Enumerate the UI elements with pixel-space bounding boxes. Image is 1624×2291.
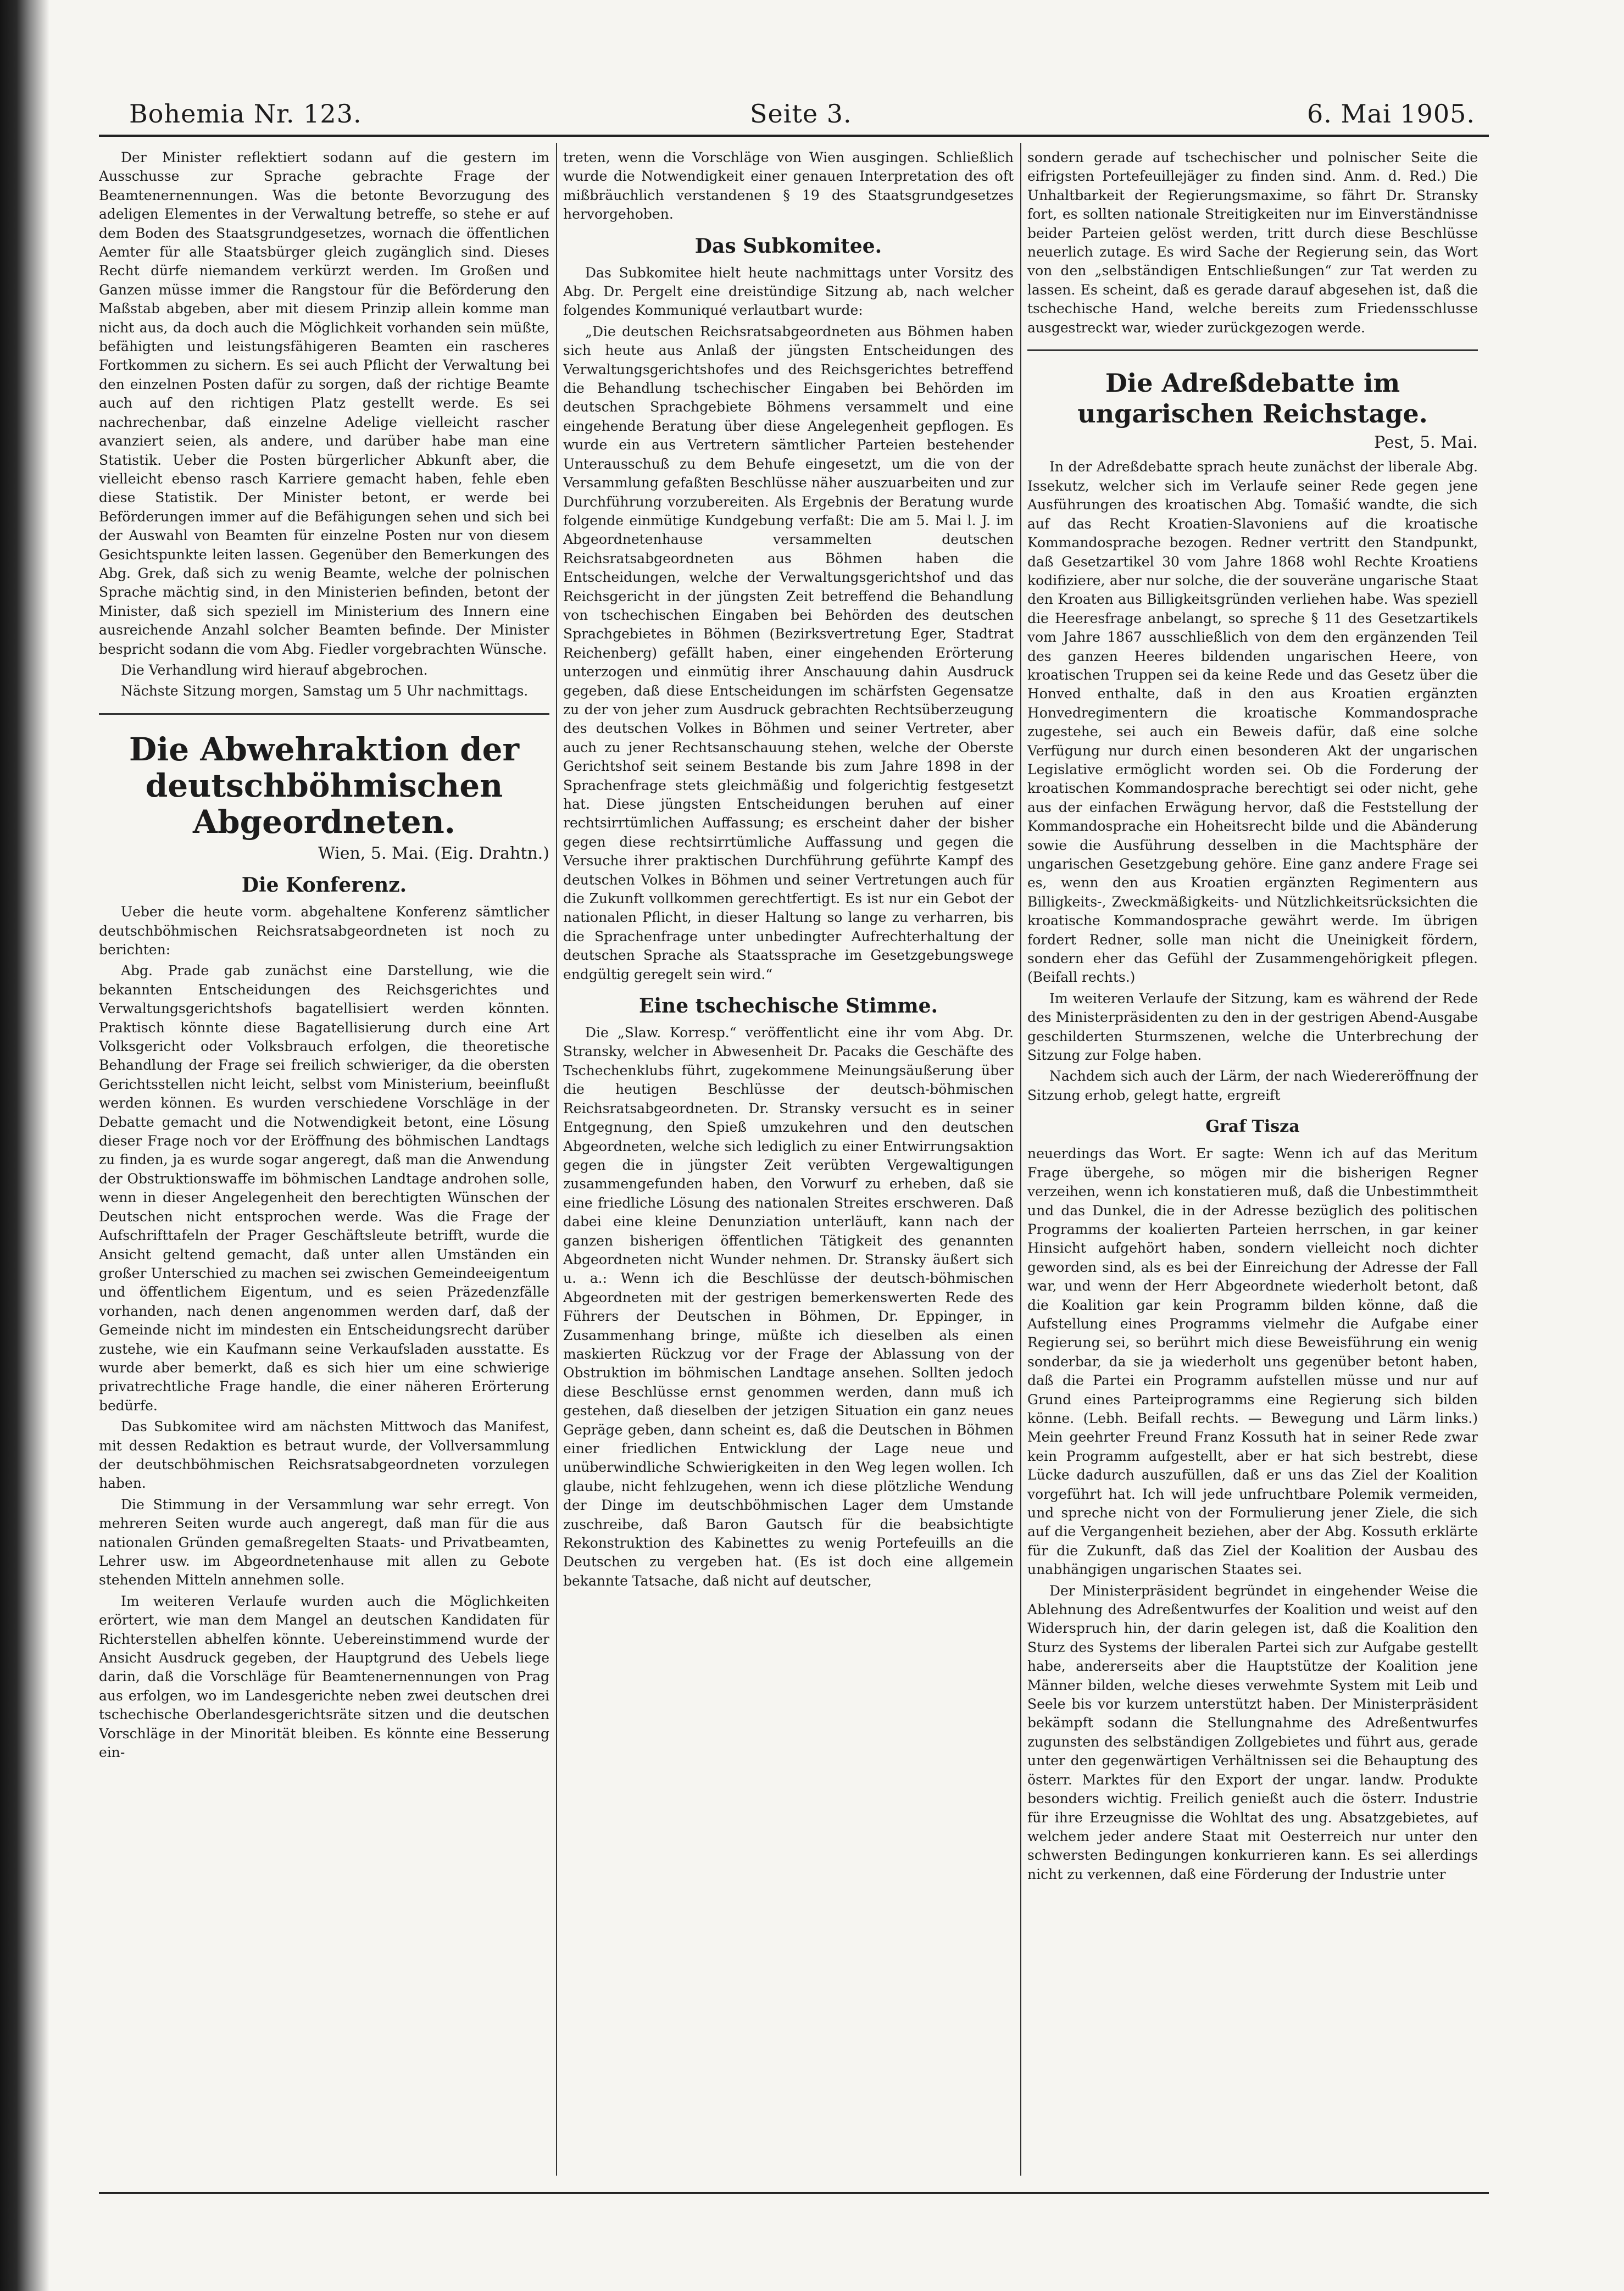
page-number: Seite 3. [750, 99, 852, 129]
column-divider [556, 143, 557, 2176]
paragraph: sondern gerade auf tschechischer und polnischer Seite die eifrigsten Portefeuillejäger zu finden sind. Anm. d. Red.) Die Unhaltbarkeit der Regierungsmaxime, so fährt Dr. Stransky fort, es sollten nationale Streitigkeiten nur im Einverständnisse beider Parteien gelöst werden, tritt durch diese Beschlüsse neuerlich zutage. Es wird Sache der Regierung sein, das Wort von den „selbständigen Entschließungen“ zur Tat werden zu lassen. Es scheint, daß es gerade darauf abgesehen ist, daß die tschechische Hand, welche bereits zum Friedensschlusse ausgestreckt war, wieder zurückgezogen werde. [1027, 149, 1478, 336]
paragraph: Das Subkomitee hielt heute nachmittags unter Vorsitz des Abg. Dr. Pergelt eine dreistündige Sitzung ab, nach welcher folgendes Kommuniqué verlautbart wurde: [563, 264, 1014, 319]
column-1 [99, 148, 549, 2192]
paragraph: Die „Slaw. Korresp.“ veröffentlicht eine ihr vom Abg. Dr. Stransky, welcher in Abwesenheit Dr. Pacaks die Geschäfte des Tschechenklubs führt, zugekommene Meinungsäußerung über die heutigen Beschlüsse der deutsch-böhmischen Reichsratsabgeordneten. Dr. Stransky versucht es in seiner Entgegnung, den Spieß umzukehren und den deutschen Abgeordneten, welche sich lediglich zu einer Entwirrungsaktion gegen die in jüngster Zeit verübten Vergewaltigungen zusammengefunden haben, den Vorwurf zu erheben, daß sie eine friedliche Lösung des nationalen Streites erschweren. Daß dabei eine kleine Denunziation unterläuft, kann nach der ganzen bisherigen öffentlichen Tätigkeit des genannten Abgeordneten nicht Wunder nehmen. Dr. Stransky äußert sich u. a.: Wenn ich die Beschlüsse der deutsch-böhmischen Abgeordneten mit der gestrigen bemerkenswerten Rede des Führers der Deutschen in Böhmen, Dr. Eppinger, in Zusammenhang bringe, müßte ich dieselben als einen maskierten Rückzug vor der Frage der Ablassung von der Obstruktion im böhmischen Landtage ansehen. Sollten jedoch diese Beschlüsse ernst genommen werden, dann muß ich gestehen, daß dieselben der jetzigen Situation ein ganz neues Gepräge geben, dann scheint es, daß die Deutschen in Böhmen einer friedlichen Entwicklung der Lage neue und unüberwindliche Schwierigkeiten in den Weg legen wollen. Ich glaube, nicht fehlzugehen, wenn ich diese plötzliche Wendung der Dinge im deutschböhmischen Lager dem Umstande zuschreibe, daß Baron Gautsch für die beabsichtigte Rekonstruktion des Kabinettes zu wenig Portefeuills an die Deutschen zu vergeben hat. (Es ist doch eine allgemein bekannte Tatsache, daß nicht auf deutscher, [563, 1025, 1014, 1589]
section-rule [99, 713, 549, 715]
masthead-issue: Bohemia Nr. 123. [129, 99, 362, 129]
paragraph: Im weiteren Verlaufe wurden auch die Möglichkeiten erörtert, wie man dem Mangel an deutschen Kandidaten für Richterstellen abhelfen könnte. Uebereinstimmend wurde der Ansicht Ausdruck gegeben, der Hauptgrund des Uebels liege darin, daß die Vorschläge für Beamtenernennungen von Prag aus erfolgen, wo im Landesgerichte neben zwei deutschen drei tschechische Oberlandesgerichtsräte sitzen und die deutschen Vorschläge in der Minorität bleiben. Es könnte eine Besserung ein- [99, 1593, 549, 1761]
paragraph: In der Adreßdebatte sprach heute zunächst der liberale Abg. Issekutz, welcher sich im Verlaufe seiner Rede gegen jene Ausführungen des kroatischen Abg. Tomašić wandte, die sich auf das Recht Kroatien-Slavoniens auf die kroatische Kommandosprache bezogen. Redner vertritt den Standpunkt, daß Gesetzartikel 30 vom Jahre 1868 wohl Rechte Kroatiens kodifiziere, aber nur solche, die der souveräne ungarische Staat den Kroaten aus Billigkeitsgründen verliehen habe. Was speziell die Heeresfrage anbelangt, so spreche § 11 des Gesetzartikels vom Jahre 1867 ausschließlich von dem den ergänzenden Teil des ganzen Heeres bildenden ungarischen Heere, von kroatischen Truppen sei da keine Rede und das Gesetz über die Honved enthalte, daß in den aus Kroatien ergänzten Honvedregimentern die kroatische Kommandosprache zugestehe, sei auch ein Beweis dafür, daß eine solche Verfügung nur durch einen besonderen Akt der ungarischen Legislative ermöglicht worden sei. Ob die Forderung der kroatischen Kommandosprache berechtigt sei oder nicht, gehe aus der einfachen Erwägung hervor, daß die Feststellung der Kommandosprache ein Hoheitsrecht bilde und die Abänderung sowie die Ausführung desselben in die Machtsphäre der ungarischen Gesetzgebung gehöre. Eine ganz andere Frage sei es, wenn den aus Kroatien ergänzten Regimentern aus Billigkeits-, Zweckmäßigkeits- und Nützlichkeitsrücksichten die kroatische Kommandosprache gewährt werde. Im übrigen fordert Redner, solle man nicht die Uneinigkeit fördern, sondern eher das Gefühl der Zusammengehörigkeit pflegen. (Beifall rechts.) [1027, 459, 1478, 986]
section-rule [1027, 349, 1478, 351]
dateline: Pest, 5. Mai. [1373, 433, 1478, 453]
paragraph: Der Minister reflektiert sodann auf die gestern im Ausschusse zur Sprache gebrachte Frage der Beamtenernennungen. Was die betonte Bevorzugung des adeligen Elementes in der Verwaltung betreffe, so stehe er auf dem Boden des Staatsgrundgesetzes, wornach die öffentlichen Aemter für alle Staatsbürger gleich zugänglich sind. Dieses Recht dürfe niemandem verkürzt werden. Im Großen und Ganzen müsse immer die Rangstour für die Beförderung den Maßstab abgeben, aber mit diesem Prinzip allein komme man nicht aus, da doch auch die Möglichkeit vorhanden sein müßte, befähigten und leistungsfähigeren Beamten ein rascheres Fortkommen zu sichern. Es sei auch Pflicht der Verwaltung bei den einzelnen Posten dafür zu sorgen, daß der richtige Beamte auch auf den richtigen Platz gestellt werde. Es sei nachrechenbar, daß einzelne Adelige vielleicht rascher avanziert seien, als andere, und darüber habe man eine Statistik. Ueber die Posten bürgerlicher Abkunft aber, die vielleicht ebenso rasch Karriere gemacht haben, fehle eben diese Statistik. Der Minister betont, er werde bei Beförderungen immer auf die Befähigungen sehen und sich bei der Auswahl von Beamten für einzelne Posten nur von diesem Gesichtspunkte leiten lassen. Gegenüber den Bemerkungen des Abg. Grek, daß sich zu wenig Beamte, welche der polnischen Sprache mächtig sind, in den Ministerien befinden, betont der Minister, daß sich speziell im Ministerium des Innern eine ausreichende Anzahl solcher Beamten befinde. Der Minister bespricht sodann die vom Abg. Fiedler vorgebrachten Wünsche. [99, 149, 549, 657]
footer-rule [99, 2192, 1489, 2194]
paragraph: Ueber die heute vorm. abgehaltene Konferenz sämtlicher deutschböhmischen Reichsratsabgeordneten ist noch zu berichten: [99, 904, 549, 958]
paragraph: „Die deutschen Reichsratsabgeordneten aus Böhmen haben sich heute aus Anlaß der jüngsten Entscheidungen des Verwaltungsgerichtshofes und des Reichsgerichtes betreffend die Behandlung tschechischer Eingaben bei Behörden im deutschen Sprachgebiete Böhmens versammelt und eine eingehende Beratung über diese Angelegenheit gepflogen. Es wurde ein aus Vertretern sämtlicher Parteien bestehender Unterausschuß zu dem Behufe eingesetzt, um die von der Versammlung gefaßten Beschlüsse näher auszuarbeiten und zur Durchführung vorzubereiten. Als Ergebnis der Beratung wurde folgende einmütige Kundgebung verfaßt: Die am 5. Mai l. J. im Abgeordnetenhause versammelten deutschen Reichsratsabgeordneten aus Böhmen haben die Entscheidungen, welche der Verwaltungsgerichtshof und das Reichsgericht in der jüngsten Zeit betreffend die Behandlung von tschechischen Eingaben bei Behörden des deutschen Sprachgebietes in Böhmen (Bezirksvertretung Eger, Stadtrat Reichenberg) gefällt haben, einer eingehenden Erörterung unterzogen und einmütig ihrer Anschauung dahin Ausdruck gegeben, daß diese Entscheidungen im schärfsten Gegensatze zu der von jeher zum Ausdruck gebrachten Rechtsüberzeugung des deutschen Volkes in Böhmen und seiner Vertreter, aber auch zu jener Rechtsanschauung stehen, welche der Oberste Gerichtshof seit seinem Bestande bis zum Jahre 1898 in der Sprachenfrage stets gleichmäßig und folgerichtig festgesetzt hat. Diese jüngsten Entscheidungen beruhen auf einer rechtsirrtümlichen Auffassung; es erscheint daher der bisher gegen diese rechtsirrtümliche Auffassung und gegen die Versuche ihrer praktischen Durchführung geführte Kampf des deutschen Volkes in Böhmen und seiner Vertretungen auch für die Zukunft vollkommen gerechtfertigt. Es ist nur ein Gebot der nationalen Pflicht, in dieser Haltung so lange zu verharren, bis die Sprachenfrage unter unbedingter Aufrechterhaltung der deutschen Sprache als Staatssprache im Gesetzgebungswege endgültig geregelt sein wird.“ [563, 323, 1014, 982]
scan-border [0, 0, 49, 2291]
column-2 [563, 148, 1014, 2192]
subheading: Das Subkomitee. [694, 234, 882, 258]
subheading: Eine tschechische Stimme. [638, 994, 938, 1018]
dateline: Wien, 5. Mai. (Eig. Drahtn.) [318, 843, 549, 863]
header-rule [99, 135, 1489, 137]
article-headline: Die Adreßdebatte im ungarischen Reichstage. [1077, 368, 1428, 429]
column-3 [1027, 148, 1478, 2192]
paragraph: Die Stimmung in der Versammlung war sehr erregt. Von mehreren Seiten wurde auch angeregt, daß man für die aus nationalen Gründen gemaßregelten Staats- und Privatbeamten, Lehrer usw. im Abgeordnetenhause mit allen zu Gebote stehenden Mitteln annehmen solle. [99, 1496, 549, 1588]
paragraph: Der Ministerpräsident begründet in eingehender Weise die Ablehnung des Adreßentwurfes der Koalition und weist auf den Widerspruch hin, der darin gelegen ist, daß die Koalition den Sturz des Systems der liberalen Partei sich zur Aufgabe gestellt habe, andererseits aber die Hauptstütze der Koalition jene Männer bilden, welche dieses verwehmte System mit Leib und Seele bis vor kurzem unterstützt haben. Der Ministerpräsident bekämpft sodann die Stellungnahme des Adreßentwurfes zugunsten des selbständigen Zollgebietes und führt aus, gerade unter den gegenwärtigen Verhältnissen sei die Behauptung des österr. Marktes für den Export der ungar. landw. Produkte besonders wichtig. Freilich genießt auch die österr. Industrie für ihre Erzeugnisse die Wohltat des ung. Absatzgebietes, auf welchem jeder andere Staat mit Oesterreich nur unter den schwersten Bedingungen konkurrieren kann. Es sei allerdings nicht zu verkennen, daß eine Förderung der Industrie unter [1027, 1582, 1478, 1882]
paragraph: Im weiteren Verlaufe der Sitzung, kam es während der Rede des Ministerpräsidenten zu den in der gestrigen Abend-Ausgabe geschilderten Sturmszenen, welche die Unterbrechung der Sitzung zur Folge haben. [1027, 990, 1478, 1064]
paragraph: neuerdings das Wort. Er sagte: Wenn ich auf das Meritum Frage übergehe, so mögen mir die bisherigen Regner verzeihen, wenn ich konstatieren muß, daß die Unbestimmtheit und das Dunkel, die in der Adresse bezüglich des politischen Programms der koalierten Parteien herrschen, in gar keiner Hinsicht aufgehört haben, sondern vielleicht noch dichter geworden sind, als es bei der Einreichung der Adresse der Fall war, und wenn der Herr Abgeordnete wiederholt betont, daß die Koalition gar kein Programm bilden könne, daß die Aufstellung eines Programms vielmehr die Aufgabe einer Regierung sei, so berührt mich diese Beweisführung ein wenig sonderbar, da sie ja wiederholt uns gegenüber betont haben, daß die Partei ein Programm aufstellen müsse und nur auf Grund eines Parteiprogramms eine Regierung sich bilden könne. (Lebh. Beifall rechts. — Bewegung und Lärm links.) Mein geehrter Freund Franz Kossuth hat in seiner Rede zwar kein Programm aufgestellt, aber er hat sich bestrebt, diese Lücke dadurch auszufüllen, daß er uns das Ziel der Koalition vorgeführt hat. Ich will jede unfruchtbare Polemik vermeiden, und spreche nicht von der Formulierung jener Ziele, die sich auf die Vergangenheit beziehen, aber der Abg. Kossuth erklärte für die Zukunft, daß das Ziel der Koalition der Ausbau des unabhängigen ungarischen Staates sei. [1027, 1146, 1478, 1578]
column-divider [1020, 143, 1021, 2176]
subheading: Die Konferenz. [241, 874, 407, 897]
issue-date: 6. Mai 1905. [1306, 99, 1475, 129]
article-headline: Die Abwehraktion der deutschböhmischen Abgeordneten. [129, 730, 520, 841]
paragraph: Nächste Sitzung morgen, Samstag um 5 Uhr nachmittags. [121, 683, 529, 699]
paragraph: Die Verhandlung wird hierauf abgebrochen. [121, 661, 428, 678]
subheading: Graf Tisza [1205, 1117, 1300, 1137]
paragraph: treten, wenn die Vorschläge von Wien ausgingen. Schließlich wurde die Notwendigkeit einer genauen Interpretation des oft mißbräuchlich verstandenen § 19 des Staatsgrundgesetzes hervorgehoben. [563, 149, 1014, 223]
paragraph: Nachdem sich auch der Lärm, der nach Wiedereröffnung der Sitzung erhob, gelegt hatte, ergreift [1027, 1068, 1478, 1103]
paragraph: Das Subkomitee wird am nächsten Mittwoch das Manifest, mit dessen Redaktion es betraut wurde, der Vollversammlung der deutschböhmischen Reichsratsabgeordneten vorzulegen haben. [99, 1419, 549, 1492]
paragraph: Abg. Prade gab zunächst eine Darstellung, wie die bekannten Entscheidungen des Reichsgerichtes und Verwaltungsgerichtshofs bagatellisiert werden könnten. Praktisch könnte diese Bagatellisierung durch eine Art Volksgericht oder Volksbrauch erfolgen, die theoretische Behandlung der Frage sei freilich schwieriger, da die obersten Gerichtsstellen nicht leicht, selbst vom Ministerium, beeinflußt werden können. Es wurden verschiedene Vorschläge in der Debatte gemacht und die Notwendigkeit betont, eine Lösung dieser Frage noch vor der Eröffnung des böhmischen Landtags zu finden, ja es wurde sogar angeregt, daß man die Anwendung der Obstruktionswaffe im böhmischen Landtage androhen solle, wenn in dieser Angelegenheit den berechtigten Wünschen der Deutschen nicht entsprochen werde. Was die Frage der Aufschrifttafeln der Prager Geschäftsleute betrifft, wurde die Ansicht geltend gemacht, daß unter allen Umständen ein großer Unterschied zu machen sei zwischen Gemeindeeigentum und öffentlichem Eigentum, und es seien Präzedenzfälle vorhanden, nach denen angenommen werden darf, daß der Gemeinde nicht im mindesten ein Entscheidungsrecht darüber zustehe, wie ein Kaufmann seine Verkaufsladen ausstatte. Es wurde aber bemerkt, daß es sich hier um eine schwierige privatrechtliche Frage handle, die einer näheren Erörterung bedürfe. [99, 963, 549, 1414]
